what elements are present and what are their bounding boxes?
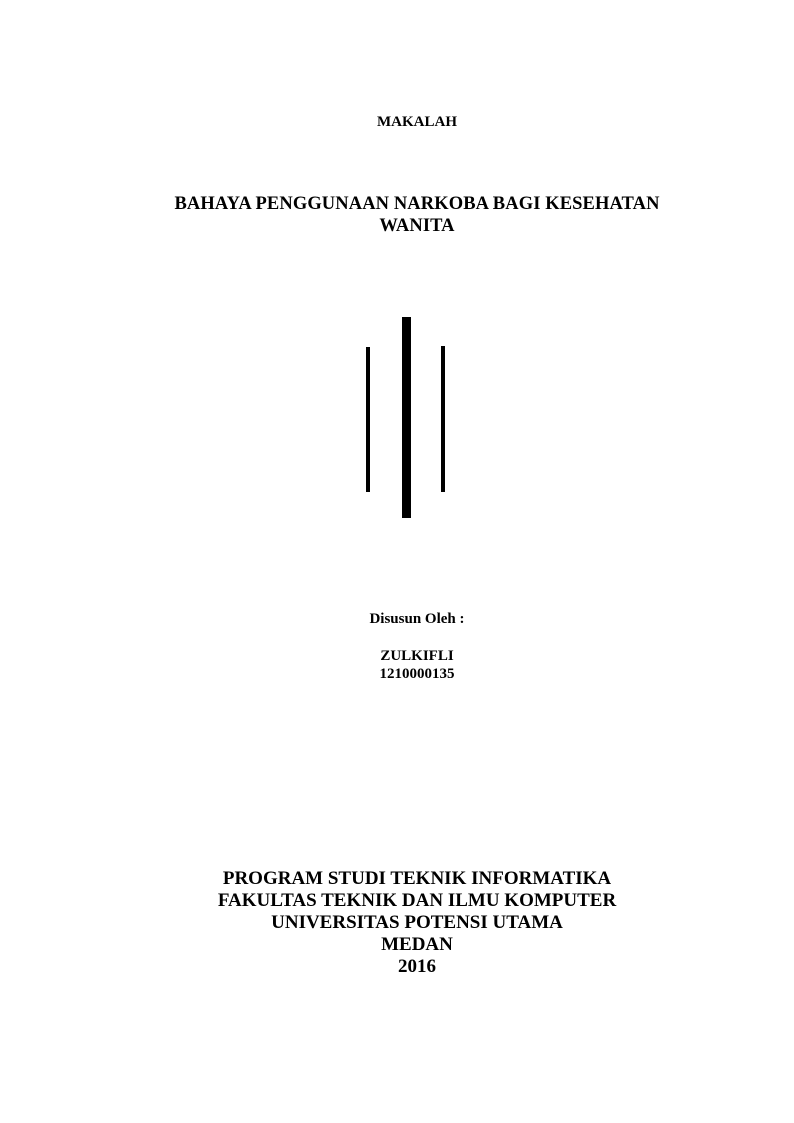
title-line-2: WANITA	[379, 216, 455, 236]
author-label: Disusun Oleh :	[369, 611, 465, 627]
logo-bar-right	[441, 346, 445, 492]
logo-bar-left	[366, 347, 370, 492]
author-name: ZULKIFLI	[380, 648, 454, 664]
faculty: FAKULTAS TEKNIK DAN ILMU KOMPUTER	[217, 890, 617, 911]
university-logo	[360, 315, 450, 520]
logo-bar-center	[402, 317, 411, 518]
year: 2016	[398, 956, 436, 977]
city: MEDAN	[381, 934, 453, 955]
author-student-id: 1210000135	[379, 666, 455, 682]
study-program: PROGRAM STUDI TEKNIK INFORMATIKA	[222, 868, 612, 889]
document-type: MAKALAH	[377, 114, 457, 130]
university: UNIVERSITAS POTENSI UTAMA	[271, 912, 563, 933]
title-line-1: BAHAYA PENGGUNAAN NARKOBA BAGI KESEHATAN	[174, 194, 660, 214]
